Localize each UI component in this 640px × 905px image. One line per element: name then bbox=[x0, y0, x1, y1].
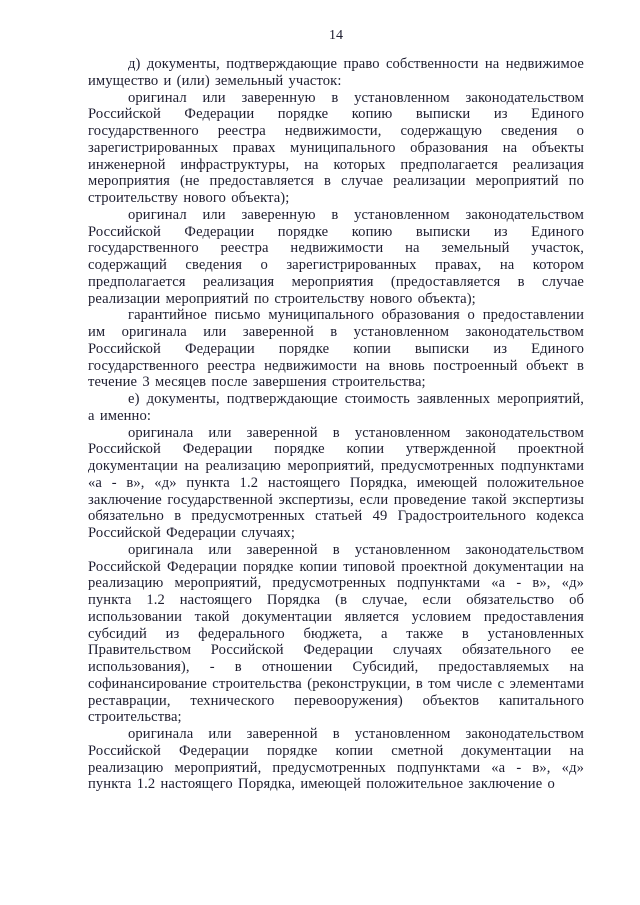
paragraph-extract-infrastructure: оригинал или заверенную в установленном законодательством Российской Федерации порядке копию выписки из Единого государственного реестра недвижимости, содержащую сведения о зарегистрированных правах муниципального образования на объекты инженерной инфраструктуры, на которых предполагается реализация мероприятия (не предоставляется в случае реализации мероприятий по строительству нового объекта); bbox=[88, 89, 584, 206]
document-body bbox=[88, 56, 584, 793]
paragraph-extract-land-plot: оригинал или заверенную в установленном законодательством Российской Федерации порядке копию выписки из Единого государственного реестра недвижимости на земельный участок, содержащий сведения о зарегистрированных правах, на котором предполагается реализация мероприятия (предоставляется в случае реализации мероприятий по строительству нового объекта); bbox=[88, 206, 584, 307]
paragraph-e-heading: е) документы, подтверждающие стоимость заявленных мероприятий, а именно: bbox=[88, 391, 584, 424]
paragraph-guarantee-letter: гарантийное письмо муниципального образования о предоставлении им оригинала или заверенной в установленном законодательством Российской Федерации порядке копии выписки из Единого государственного реестра недвижимости на вновь построенный объект в течение 3 месяцев после завершения строительства; bbox=[88, 307, 584, 391]
paragraph-typical-project-docs: оригинала или заверенной в установленном законодательством Российской Федерации порядке копии типовой проектной документации на реализацию мероприятий, предусмотренных подпунктами «а - в», «д» пункта 1.2 настоящего Порядка (в случае, если обязательство об использовании такой документации является условием предоставления субсидий из федерального бюджета, а также в установленных Правительством Российской Федерации случаях обязательного ее использования), - в отношении Субсидий, предоставляемых на софинансирование строительства (реконструкции, в том числе с элементами реставрации, технического перевооружения) объектов капитального строительства; bbox=[88, 541, 584, 726]
page-number: 14 bbox=[329, 28, 343, 43]
paragraph-approved-project-docs: оригинала или заверенной в установленном законодательством Российской Федерации порядке копии утвержденной проектной документации на реализацию мероприятий, предусмотренных подпунктами «а - в», «д» пункта 1.2 настоящего Порядка, имеющей положительное заключение государственной экспертизы, если проведение такой экспертизы обязательно в предусмотренных статьей 49 Градостроительного кодекса Российской Федерации случаях; bbox=[88, 424, 584, 541]
paragraph-estimate-docs: оригинала или заверенной в установленном законодательством Российской Федерации порядке копии сметной документации на реализацию мероприятий, предусмотренных подпунктами «а - в», «д» пункта 1.2 настоящего Порядка, имеющей положительное заключение о bbox=[88, 726, 584, 793]
paragraph-d-heading: д) документы, подтверждающие право собственности на недвижимое имущество и (или) земельный участок: bbox=[88, 56, 584, 89]
